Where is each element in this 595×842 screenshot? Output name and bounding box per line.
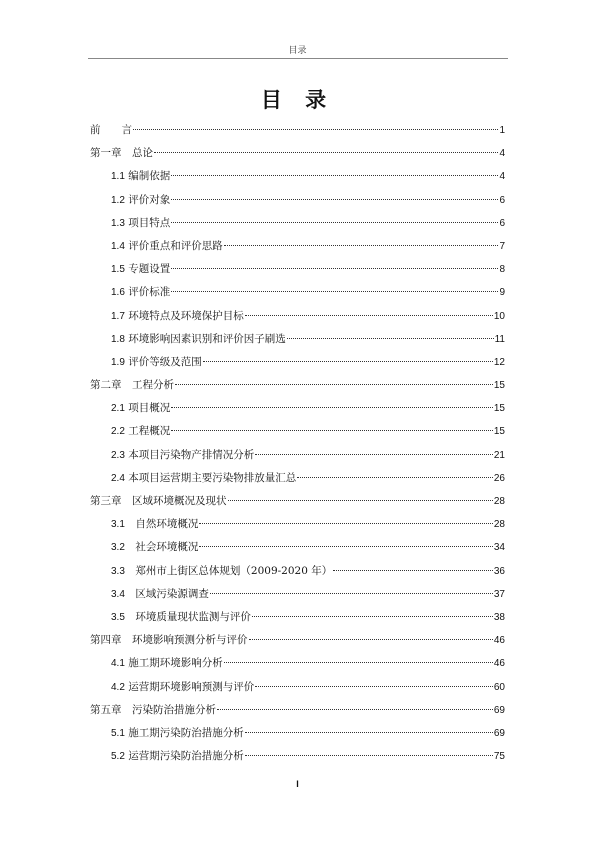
toc-entry-page: 38 xyxy=(493,611,505,623)
toc-entry-title: 评价对象 xyxy=(124,193,171,206)
toc-entry-number: 2.1 xyxy=(111,403,125,415)
toc-entry-label xyxy=(90,678,254,697)
toc-entry-number: 3.2 xyxy=(111,542,125,554)
toc-entry-title: 环境影响因素识别和评价因子刷选 xyxy=(124,332,286,345)
toc-entry[interactable] xyxy=(90,307,505,330)
toc-dot-leader xyxy=(297,477,493,478)
toc-dot-leader xyxy=(199,523,492,524)
toc-entry-title: 第二章 工程分析 xyxy=(90,379,174,392)
toc-entry-label xyxy=(90,422,170,441)
toc-dot-leader xyxy=(249,639,493,640)
toc-entry-number: 4.1 xyxy=(111,658,125,670)
toc-entry-page: 26 xyxy=(493,472,505,484)
toc-entry-number: 5.2 xyxy=(111,751,125,763)
toc-entry[interactable] xyxy=(90,515,505,538)
toc-entry-number: 1.6 xyxy=(111,287,125,299)
page-title: 目 录 xyxy=(260,87,335,112)
toc-entry-page: 34 xyxy=(493,542,505,554)
toc-entry-title: 项目概况 xyxy=(124,402,171,415)
toc-entry-number: 1.4 xyxy=(111,240,125,252)
toc-entry-title: 运营期环境影响预测与评价 xyxy=(124,680,255,693)
toc-entry-title: 评价标准 xyxy=(124,286,171,299)
toc-entry-label xyxy=(90,191,170,210)
toc-entry-title: 第一章 总论 xyxy=(90,147,153,160)
toc-entry-label xyxy=(90,515,198,534)
toc-entry-page: 46 xyxy=(493,635,505,647)
toc-dot-leader xyxy=(245,732,493,733)
toc-entry-title: 环境特点及环境保护目标 xyxy=(124,309,244,322)
toc-dot-leader xyxy=(255,454,493,455)
toc-entry-page: 75 xyxy=(493,751,505,763)
toc-dot-leader xyxy=(199,546,492,547)
toc-entry-label xyxy=(90,330,286,349)
toc-entry-number: 1.3 xyxy=(111,217,125,229)
toc-entry-page: 37 xyxy=(493,588,505,600)
toc-entry-number: 2.3 xyxy=(111,449,125,461)
toc-entry-page: 1 xyxy=(499,125,505,136)
toc-dot-leader xyxy=(171,291,498,292)
toc-dot-leader xyxy=(217,709,493,710)
toc-entry-page: 4 xyxy=(499,148,505,160)
toc-entry-label xyxy=(90,654,223,673)
toc-entry-label xyxy=(90,538,198,557)
toc-entry-number: 1.5 xyxy=(111,264,125,276)
toc-entry-label xyxy=(90,399,170,418)
toc-entry[interactable] xyxy=(90,353,505,376)
toc-entry[interactable] xyxy=(90,701,505,724)
toc-entry[interactable] xyxy=(90,678,505,701)
toc-entry[interactable] xyxy=(90,469,505,492)
toc-dot-leader xyxy=(210,593,493,594)
toc-dot-leader xyxy=(175,384,493,385)
toc-entry-label xyxy=(90,492,227,510)
toc-entry[interactable] xyxy=(90,562,505,585)
toc-entry-page: 28 xyxy=(493,496,505,507)
toc-entry[interactable] xyxy=(90,260,505,283)
toc-entry-title: 专题设置 xyxy=(124,263,171,276)
toc-entry-title: 社会环境概况 xyxy=(124,541,199,554)
toc-dot-leader xyxy=(171,222,498,223)
toc-dot-leader xyxy=(228,500,493,501)
toc-entry-label xyxy=(90,701,216,719)
toc-dot-leader xyxy=(224,662,493,663)
toc-entry-title: 施工期环境影响分析 xyxy=(124,657,223,670)
toc-entry[interactable] xyxy=(90,399,505,422)
toc-entry-label xyxy=(90,469,296,488)
toc-entry[interactable] xyxy=(90,724,505,747)
toc-entry-page: 28 xyxy=(493,519,505,531)
toc-entry-page: 46 xyxy=(493,658,505,670)
toc-entry-number: 1.8 xyxy=(111,333,125,345)
toc-entry[interactable] xyxy=(90,167,505,190)
toc-entry-title: 工程概况 xyxy=(124,425,171,438)
toc-entry-page: 69 xyxy=(493,727,505,739)
toc-entry-label xyxy=(90,446,254,465)
toc-entry-page: 15 xyxy=(493,426,505,438)
toc-entry-label xyxy=(90,283,170,302)
toc-dot-leader xyxy=(171,268,498,269)
toc-entry[interactable] xyxy=(90,608,505,631)
toc-entry-label xyxy=(90,237,223,256)
toc-entry-page: 36 xyxy=(493,565,505,577)
toc-entry-number: 3.1 xyxy=(111,519,125,531)
toc-entry[interactable] xyxy=(90,376,505,399)
toc-entry-label xyxy=(90,214,170,233)
toc-entry-label xyxy=(90,260,170,279)
toc-entry-title: 第三章 区域环境概况及现状 xyxy=(90,495,227,507)
toc-entry-page: 21 xyxy=(493,449,505,461)
toc-entry-title: 编制依据 xyxy=(124,170,171,183)
toc-entry-number: 3.5 xyxy=(111,611,125,623)
toc-entry[interactable] xyxy=(90,654,505,677)
toc-entry-title: 评价等级及范围 xyxy=(124,355,202,368)
toc-entry-page: 8 xyxy=(499,264,505,276)
toc-entry-label xyxy=(90,353,202,372)
toc-dot-leader xyxy=(255,686,493,687)
toc-entry[interactable] xyxy=(90,446,505,469)
toc-entry-page: 11 xyxy=(494,333,505,345)
toc-dot-leader xyxy=(287,338,494,339)
toc-dot-leader xyxy=(171,199,498,200)
toc-entry-label xyxy=(90,724,244,743)
toc-entry-label xyxy=(90,608,251,627)
toc-entry-page: 9 xyxy=(499,287,505,299)
toc-entry-label xyxy=(90,562,332,581)
toc-entry-label xyxy=(90,144,153,162)
toc-entry-title: 本项目运营期主要污染物排放量汇总 xyxy=(124,471,297,484)
toc-entry[interactable] xyxy=(90,191,505,214)
toc-entry[interactable] xyxy=(90,747,505,770)
toc-entry-page: 7 xyxy=(499,240,505,252)
toc-entry[interactable] xyxy=(90,585,505,608)
toc-entry-title: 评价重点和评价思路 xyxy=(124,239,223,252)
toc-dot-leader xyxy=(245,315,493,316)
toc-entry[interactable] xyxy=(90,144,505,167)
toc-entry-label xyxy=(90,121,132,139)
toc-entry[interactable] xyxy=(90,492,505,515)
toc-entry-number: 2.2 xyxy=(111,426,125,438)
toc-entry[interactable] xyxy=(90,422,505,445)
toc-entry-title: 区域污染源调查 xyxy=(124,587,209,600)
toc-entry-page: 6 xyxy=(499,217,505,229)
toc-entry-title: 施工期污染防治措施分析 xyxy=(124,726,244,739)
toc-entry[interactable] xyxy=(90,121,505,144)
toc-entry-title: 第四章 环境影响预测分析与评价 xyxy=(90,634,248,647)
toc-entry[interactable] xyxy=(90,538,505,561)
toc-entry-page: 15 xyxy=(493,403,505,415)
toc-entry-page: 12 xyxy=(493,356,505,368)
toc-entry-page: 4 xyxy=(499,171,505,183)
toc-entry-title: 前 言 xyxy=(90,124,132,136)
toc-entry-title: 运营期污染防治措施分析 xyxy=(124,750,244,763)
toc-entry-label xyxy=(90,631,248,649)
toc-entry-number: 4.2 xyxy=(111,681,125,693)
toc-dot-leader xyxy=(252,616,493,617)
toc-dot-leader xyxy=(154,152,498,153)
toc-entry-page: 69 xyxy=(493,704,505,716)
toc-dot-leader xyxy=(171,175,498,176)
toc-entry[interactable] xyxy=(90,631,505,654)
toc-entry-title: 项目特点 xyxy=(124,216,171,229)
toc-dot-leader xyxy=(245,755,493,756)
toc-entry-number: 1.7 xyxy=(111,310,125,322)
toc-entry-number: 1.2 xyxy=(111,194,125,206)
toc-entry-number: 2.4 xyxy=(111,472,125,484)
toc-entry-number: 5.1 xyxy=(111,727,125,739)
toc-entry-number: 3.3 xyxy=(111,565,125,577)
header-rule xyxy=(88,58,508,59)
toc-dot-leader xyxy=(171,430,493,431)
toc-entry-title: 第五章 污染防治措施分析 xyxy=(90,703,216,716)
toc-dot-leader xyxy=(203,361,493,362)
toc-entry-title: 环境质量现状监测与评价 xyxy=(124,610,251,623)
toc-entry-page: 6 xyxy=(499,194,505,206)
toc-dot-leader xyxy=(333,570,493,571)
toc-entry-page: 15 xyxy=(493,380,505,392)
toc-entry-page: 60 xyxy=(493,681,505,693)
toc-entry[interactable] xyxy=(90,283,505,306)
toc-entry[interactable] xyxy=(90,214,505,237)
toc-entry-number: 3.4 xyxy=(111,588,125,600)
table-of-contents xyxy=(90,121,505,770)
toc-entry-label xyxy=(90,167,170,186)
toc-entry-label xyxy=(90,747,244,766)
toc-dot-leader xyxy=(224,245,499,246)
toc-entry-title: 自然环境概况 xyxy=(124,518,199,531)
toc-entry[interactable] xyxy=(90,237,505,260)
running-header: 目录 xyxy=(288,46,307,56)
toc-entry-number: 1.9 xyxy=(111,356,125,368)
toc-entry-number: 1.1 xyxy=(111,171,125,183)
toc-entry-label xyxy=(90,307,244,326)
toc-entry-label xyxy=(90,585,209,604)
toc-entry-page: 10 xyxy=(493,310,505,322)
toc-entry-label xyxy=(90,376,174,394)
toc-dot-leader xyxy=(133,129,498,130)
toc-entry-title: 本项目污染物产排情况分析 xyxy=(124,448,255,461)
page-number: I xyxy=(296,779,299,789)
toc-entry[interactable] xyxy=(90,330,505,353)
toc-entry-title: 郑州市上街区总体规划（2009-2020 年） xyxy=(124,564,333,577)
toc-dot-leader xyxy=(171,407,493,408)
